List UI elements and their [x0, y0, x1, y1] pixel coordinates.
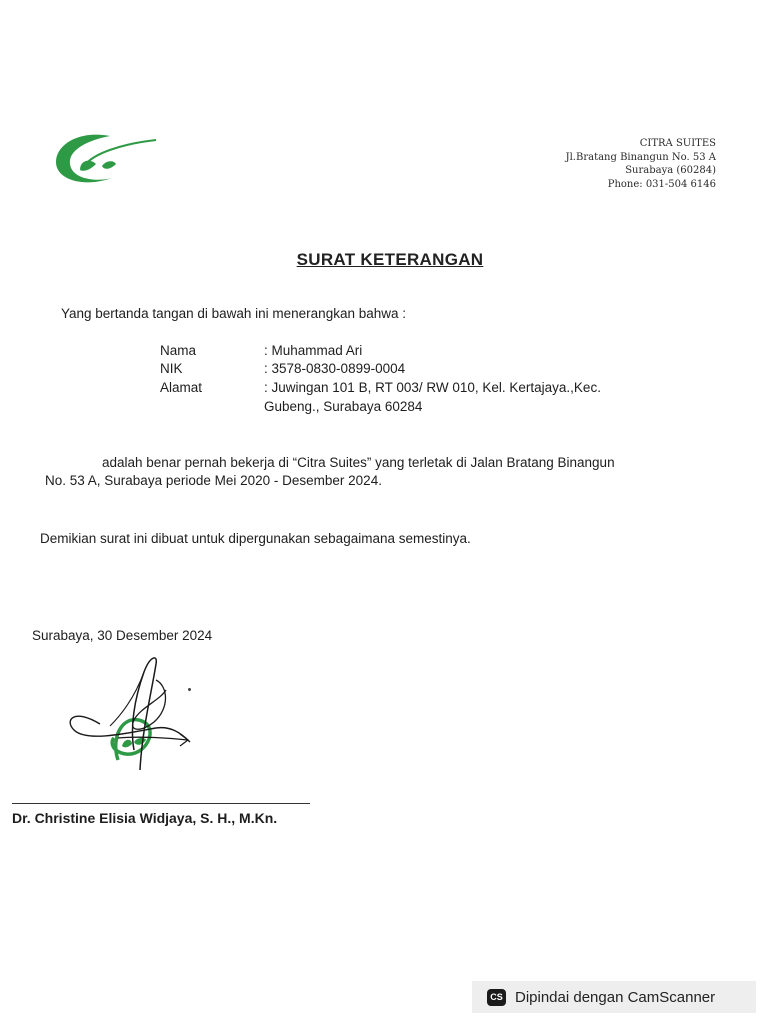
company-phone: Phone: 031-504 6146 — [607, 178, 716, 190]
address-label: Alamat — [160, 380, 203, 395]
camscanner-icon: CS — [487, 989, 506, 1006]
camscanner-watermark — [472, 981, 756, 1013]
address-value-line2: Gubeng., Surabaya 60284 — [264, 399, 423, 414]
nik-value: : 3578-0830-0899-0004 — [264, 361, 406, 376]
name-value: : Muhammad Ari — [264, 343, 363, 358]
company-logo — [50, 126, 160, 190]
company-address-line2: Surabaya (60284) — [625, 165, 716, 176]
address-value-line1: : Juwingan 101 B, RT 003/ RW 010, Kel. Kertajaya.,Kec. — [264, 380, 601, 395]
body-line2: No. 53 A, Surabaya periode Mei 2020 - Desember 2024. — [45, 473, 382, 488]
ink-dot — [188, 688, 191, 691]
intro-text: Yang bertanda tangan di bawah ini menerangkan bahwa : — [61, 306, 407, 321]
signature-stamp-icon — [60, 650, 210, 775]
signature — [60, 650, 210, 775]
body-line1: adalah benar pernah bekerja di “Citra Suites” yang terletak di Jalan Bratang Binangun — [102, 455, 615, 470]
name-label: Nama — [160, 343, 197, 358]
nik-label: NIK — [160, 361, 183, 376]
place-date: Surabaya, 30 Desember 2024 — [32, 628, 213, 643]
leaf-logo-icon — [50, 126, 160, 190]
company-name: CITRA SUITES — [639, 138, 716, 149]
signer-name: Dr. Christine Elisia Widjaya, S. H., M.Kn. — [12, 810, 278, 826]
company-info — [566, 137, 716, 191]
camscanner-text: Dipindai dengan CamScanner — [515, 988, 716, 1006]
company-address-line1: Jl.Bratang Binangun No. 53 A — [565, 151, 716, 163]
document-title: SURAT KETERANGAN — [296, 250, 484, 269]
closing-text: Demikian surat ini dibuat untuk dipergunakan sebagaimana semestinya. — [40, 531, 471, 546]
signature-line — [12, 803, 310, 804]
